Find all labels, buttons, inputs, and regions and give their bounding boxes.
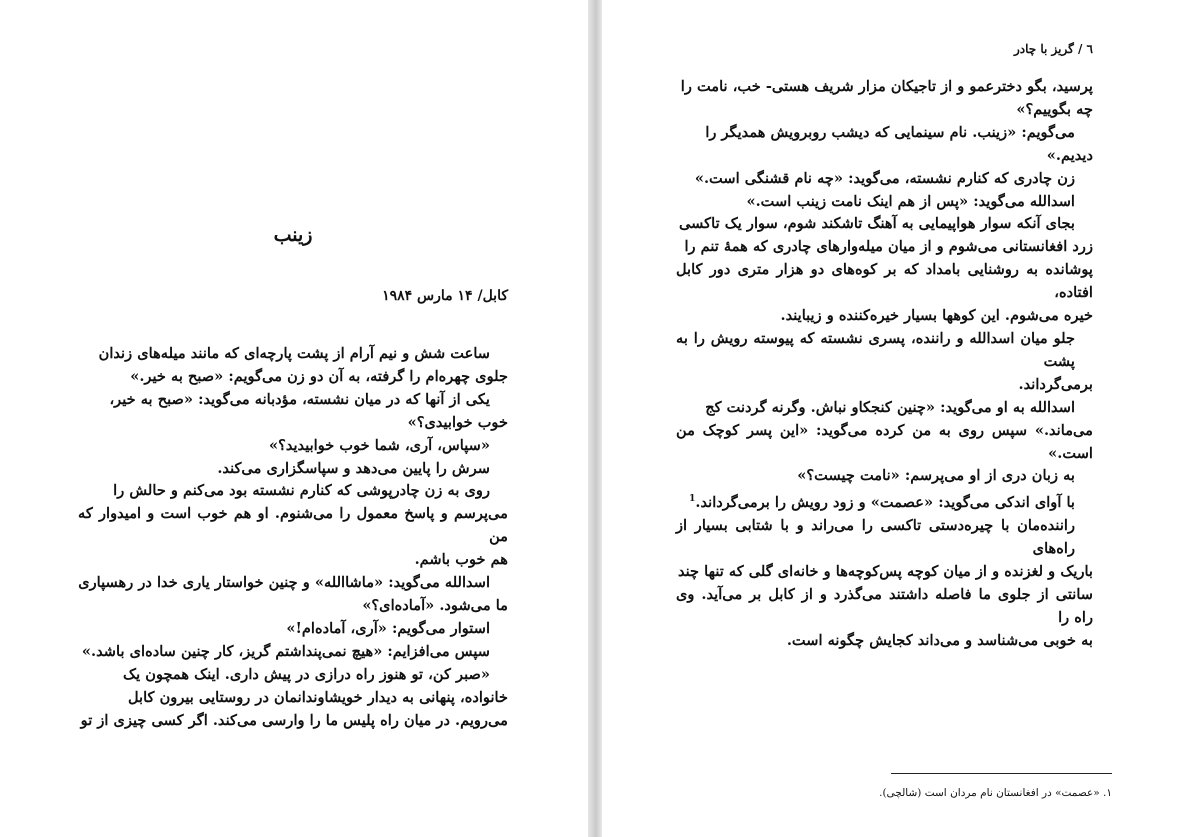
text-line: «سپاس، آری، شما خوب خوابیدید؟»: [268, 436, 490, 454]
footnote-rule: [891, 773, 1112, 774]
text-line: یکی از آنها که در میان نشسته، مؤدبانه می‌گوید: «صبح به خیر،: [109, 390, 490, 408]
text-line: می‌پرسم و پاسخ معمول را می‌شنوم. او هم خوب است و امیدوار که من: [78, 505, 508, 546]
text-line: سپس می‌افزایم: «هیچ نمی‌پنداشتم گریز، کار چنین ساده‌ای باشد.»: [81, 642, 490, 660]
text-line: راننده‌مان با چیره‌دستی تاکسی را می‌راند و با شتابی بسیار از راه‌های: [676, 517, 1075, 557]
text-line: پرسید، بگو دخترعمو و از تاجیکان مزار شریف هستی- خب، نامت را: [680, 78, 1093, 95]
text-line: می‌گویم: «زینب. نام سینمایی که دیشب روبرویش همدیگر را: [705, 123, 1075, 141]
text-line: می‌رویم. در میان راه پلیس ما را وارسی می‌کند. اگر کسی چیزی از تو: [80, 711, 508, 729]
text-line: دیدیم.»: [1046, 146, 1093, 164]
text-line: می‌ماند.» سپس روی به من کرده می‌گوید: «این پسر کوچک من است.»: [676, 421, 1093, 462]
text-line: زرد افغانستانی می‌شوم و از میان میله‌وارهای چادری که همهٔ تنم را: [684, 238, 1093, 256]
text-line: اسدالله به او می‌گوید: «چنین کنجکاو نباش. وگرنه گردنت کج: [705, 398, 1075, 416]
chapter-date: کابل/ ۱۴ مارس ۱۹۸۴: [382, 288, 508, 304]
footnote-marker: 1: [689, 494, 696, 505]
text-line: استوار می‌گویم: «آری، آماده‌ام!»: [286, 619, 490, 637]
right-page-body: [676, 76, 1093, 653]
text-line: اسدالله می‌گوید: «ماشاالله» و چنین خواستار یاری خدا در رهسپاری: [78, 574, 490, 592]
text-line: ساعت شش و نیم آرام از پشت پارچه‌ای که مانند میله‌های زندان: [98, 345, 490, 362]
text-line: بجای آنکه سوار هواپیمایی به آهنگ تاشکند شوم، سوار یک تاکسی: [679, 215, 1075, 233]
text-line: برمی‌گرداند.: [1018, 375, 1093, 393]
text-line: سرش را پایین می‌دهد و سپاسگزاری می‌کند.: [217, 459, 490, 477]
text-line: سانتی از جلوی ما فاصله داشتند می‌گذرد و از کابل بر می‌آید. وی راه را: [676, 585, 1093, 626]
text-line-with-footnote: [676, 488, 1093, 515]
text-line: چه بگوییم؟»: [1016, 100, 1093, 118]
text-line: پوشانده به روشنایی بامداد که بر کوه‌های دو هزار متری دور کابل افتاده،: [676, 261, 1093, 302]
text-line: اسدالله می‌گوید: «پس از هم اینک نامت زینب است.»: [746, 192, 1075, 210]
text-line: به خوبی می‌شناسد و می‌داند کجایش چگونه است.: [786, 631, 1093, 649]
chapter-title: زینب: [273, 224, 313, 246]
running-header: ٦ / گریز با چادر: [1013, 42, 1093, 56]
text-line: خوب خوابیدی؟»: [407, 413, 508, 431]
text-line: جلوی چهره‌ام را گرفته، به آن دو زن می‌گویم: «صبح به خیر.»: [130, 367, 508, 385]
text-line: زن چادری که کنارم نشسته، می‌گوید: «چه نام قشنگی است.»: [694, 169, 1075, 187]
left-page-body: [78, 343, 508, 732]
text-line: «صبر کن، تو هنوز راه درازی در پیش داری. اینک همچون یک: [123, 665, 490, 683]
footnote: ۱. «عصمت» در افغانستان نام مردان است (شالچی).: [879, 787, 1112, 799]
text-line: به زبان دری از او می‌پرسم: «نامت چیست؟»: [797, 467, 1075, 485]
text-line: خانواده، پنهانی به دیدار خویشاوندانمان در روستایی بیرون کابل: [127, 688, 508, 706]
text-line: باریک و لغزنده و از میان کوچه پس‌کوچه‌ها و خانه‌ای گلی که تنها چند: [677, 562, 1093, 580]
text-line: ما می‌شود. «آماده‌ای؟»: [362, 596, 508, 614]
text-line: هم خوب باشم.: [414, 551, 508, 569]
text-line: جلو میان اسدالله و راننده، پسری نشسته که پیوسته رویش را به پشت: [676, 329, 1075, 370]
text-line: با آوای اندکی می‌گوید: «عصمت» و زود رویش را برمی‌گرداند.: [695, 494, 1075, 512]
book-gutter: [588, 0, 602, 837]
text-line: خیره می‌شوم. این کوهها بسیار خیره‌کننده و زیبایند.: [780, 307, 1093, 325]
text-line: روی به زن چادرپوشی که کنارم نشسته بود می‌کنم و حالش را: [113, 482, 490, 500]
